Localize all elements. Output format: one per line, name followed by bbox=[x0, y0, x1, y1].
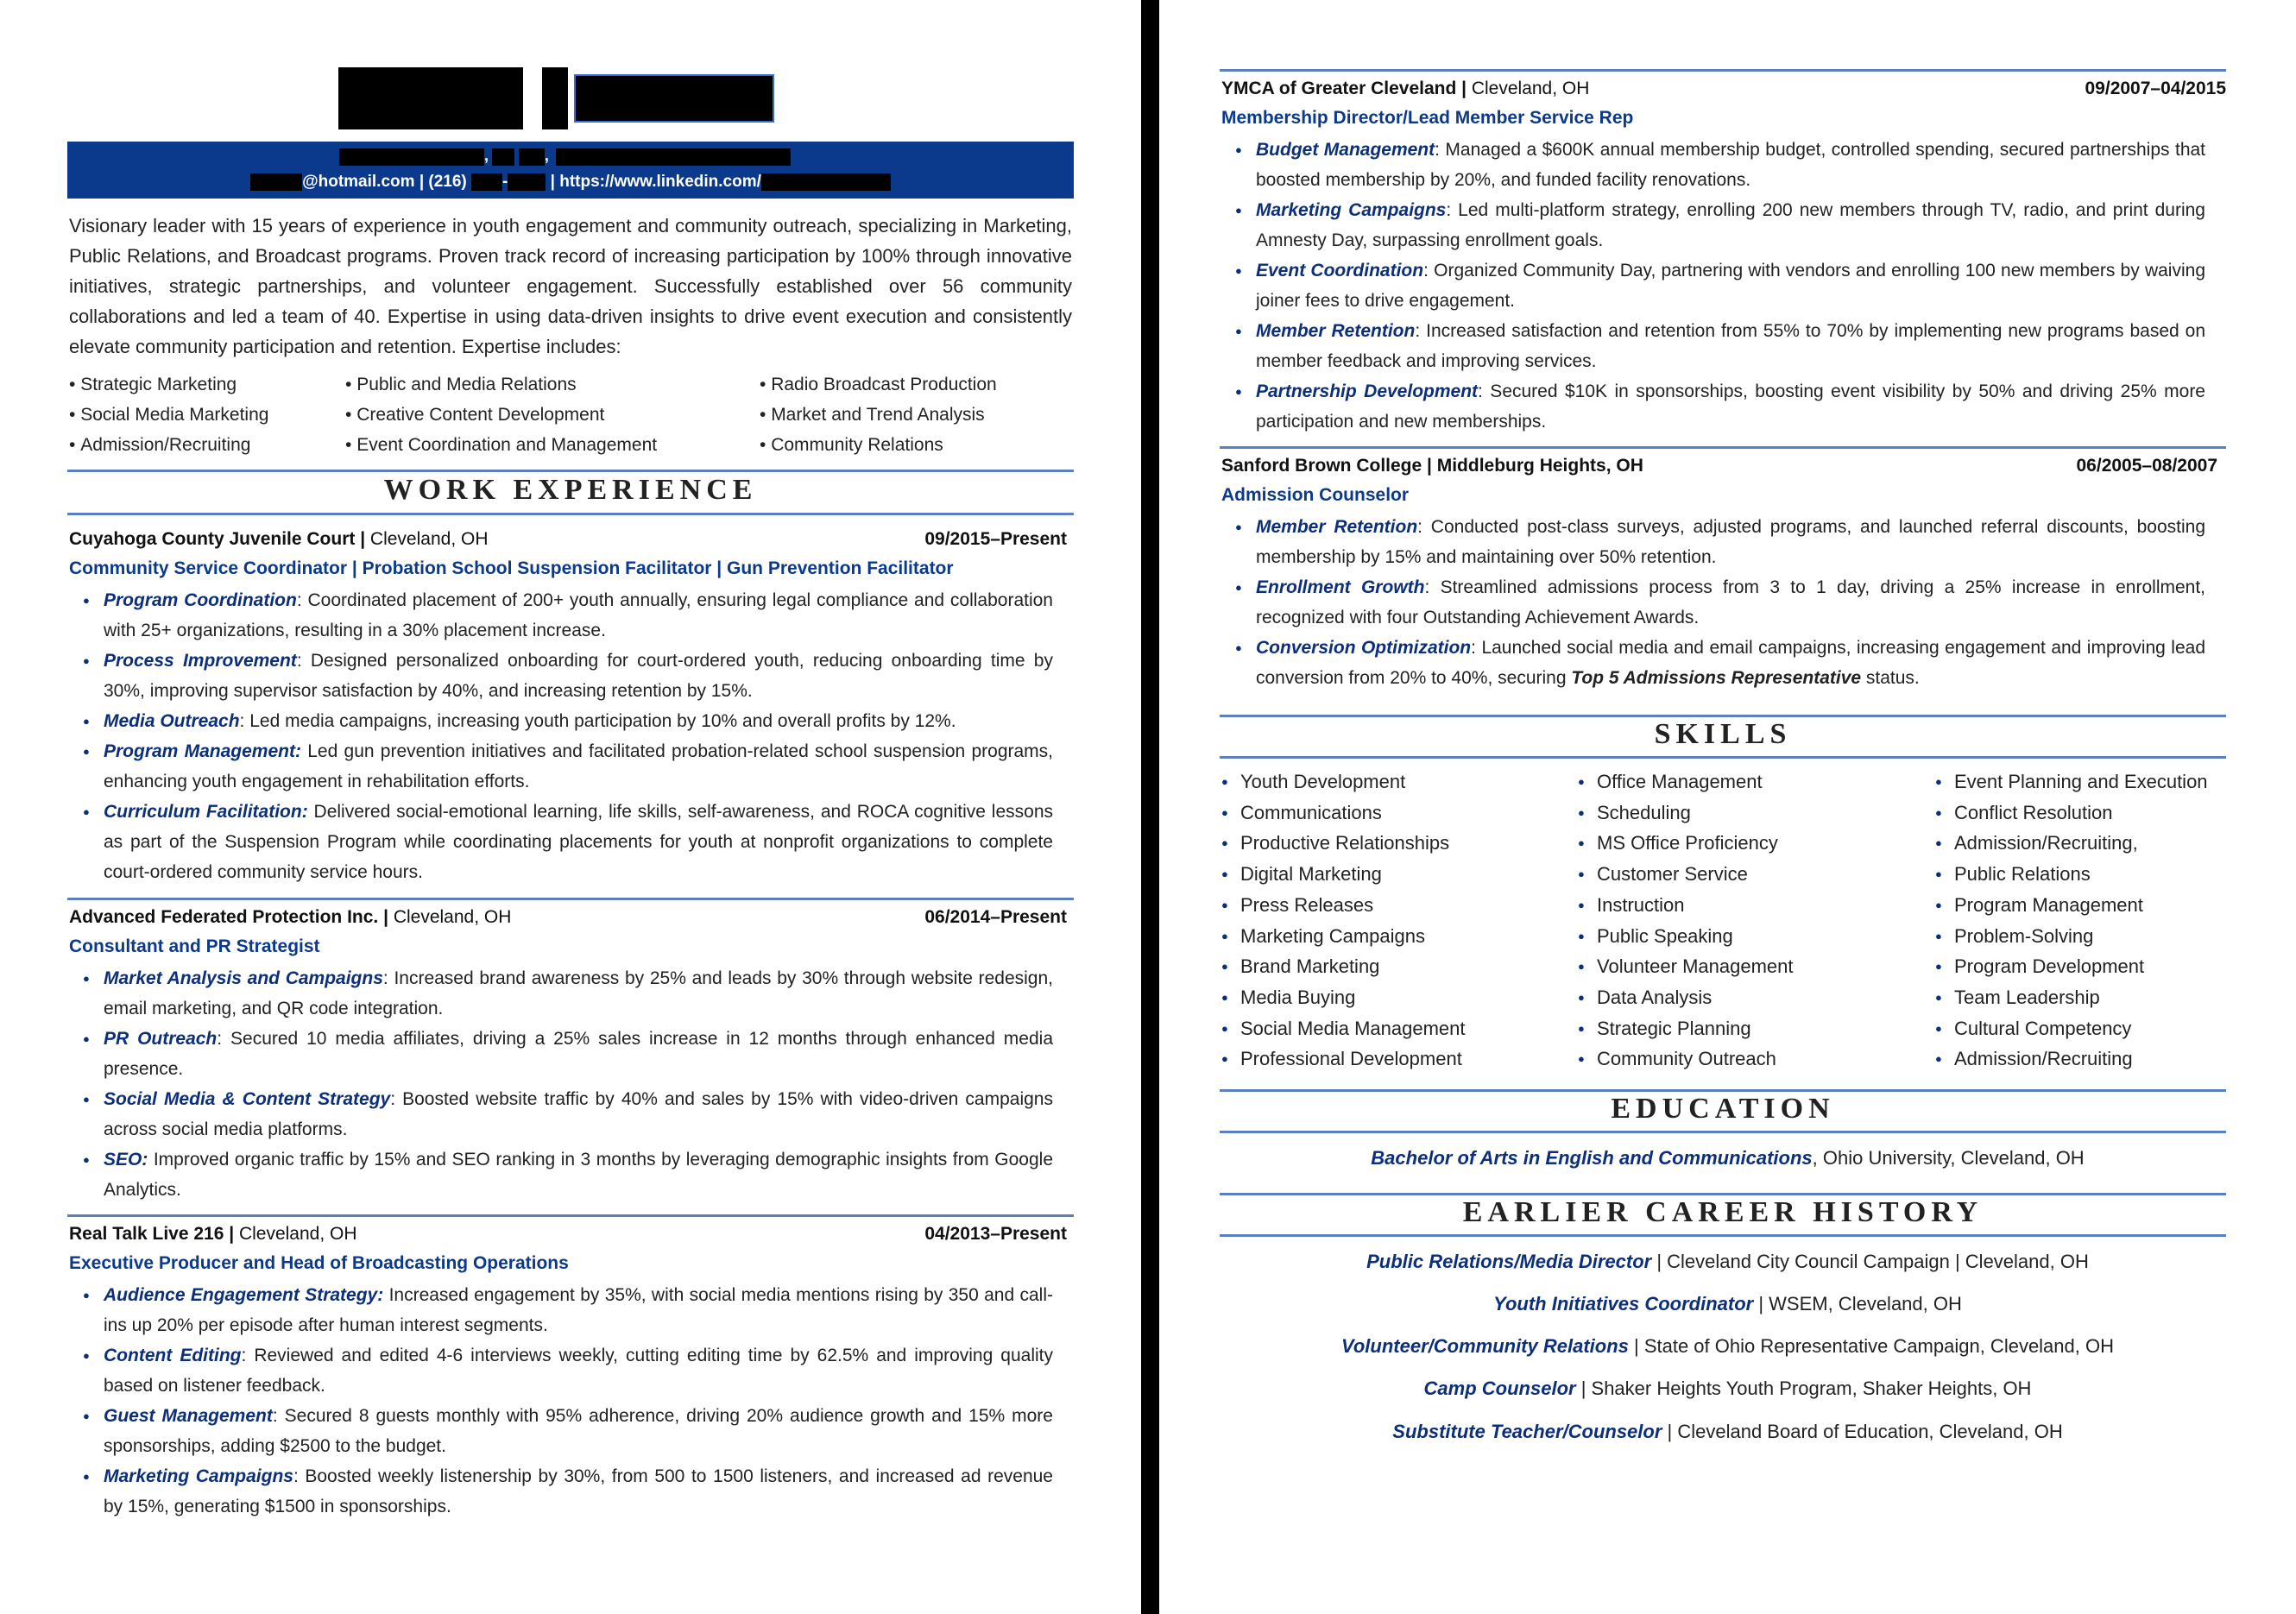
job-title: Admission Counselor bbox=[1221, 485, 1410, 505]
expertise-item: • Event Coordination and Management bbox=[345, 430, 657, 460]
bullet-item: ● Process Improvement: Designed personalized onboarding for court-ordered youth, reducing onboarding time by 30%, improving supervisor satisfaction by 40%, and increasing retention by 15%. bbox=[69, 646, 1053, 706]
skill-item: ● Event Planning and Execution bbox=[1935, 766, 2208, 798]
email-text: @hotmail.com bbox=[302, 173, 415, 191]
divider bbox=[67, 1214, 1074, 1217]
divider bbox=[1220, 1089, 2226, 1092]
skill-item: ● Volunteer Management bbox=[1578, 951, 1794, 982]
skill-item: ● Scheduling bbox=[1578, 798, 1794, 829]
earlier-career-item: Volunteer/Community Relations | State of Ohio Representative Campaign, Cleveland, OH bbox=[1340, 1335, 2114, 1357]
expertise-item: • Market and Trend Analysis bbox=[760, 400, 997, 430]
divider bbox=[67, 470, 1074, 472]
skill-item: ● Professional Development bbox=[1221, 1043, 1465, 1075]
divider bbox=[67, 898, 1074, 900]
skill-item: ● Admission/Recruiting, bbox=[1935, 828, 2208, 859]
bullet-item: ● Member Retention: Increased satisfaction and retention from 55% to 70% by implementing new programs based on member feedback and improving services. bbox=[1221, 316, 2205, 376]
skill-item: ● Social Media Management bbox=[1221, 1013, 1465, 1044]
bullet-item: ● Member Retention: Conducted post-class surveys, adjusted programs, and launched referral discounts, boosting membership by 15% and maintaining over 50% retention. bbox=[1221, 512, 2205, 572]
linkedin-url[interactable]: | https://www.linkedin.com/ bbox=[550, 173, 761, 191]
job-bullets bbox=[1221, 512, 2205, 693]
bullet-item: ● Program Coordination: Coordinated placement of 200+ youth annually, ensuring legal compliance and collaboration with 25+ organizations, resulting in a 30% placement increase. bbox=[69, 585, 1053, 646]
divider bbox=[1220, 446, 2226, 449]
bullet-item: ● Marketing Campaigns: Led multi-platform strategy, enrolling 200 new members through TV, radio, and print during Amnesty Day, surpassing enrollment goals. bbox=[1221, 195, 2205, 255]
divider bbox=[1220, 1131, 2226, 1133]
section-title-skills: SKILLS bbox=[1654, 718, 1792, 750]
bullet-item: ● Partnership Development: Secured $10K in sponsorships, boosting event visibility by 50% and driving 25% more participation and new memberships. bbox=[1221, 376, 2205, 437]
skills-column-2 bbox=[1578, 766, 1794, 1075]
divider bbox=[1220, 1193, 2226, 1195]
bullet-item: ● Enrollment Growth: Streamlined admissions process from 3 to 1 day, driving a 25% increase in enrollment, recognized with four Outstanding Achievement Awards. bbox=[1221, 572, 2205, 633]
expertise-item: • Radio Broadcast Production bbox=[760, 369, 997, 400]
expertise-item: • Strategic Marketing bbox=[69, 369, 268, 400]
job-dates: 06/2014–Present bbox=[924, 907, 1067, 927]
expertise-item: • Creative Content Development bbox=[345, 400, 657, 430]
skill-item: ● Problem-Solving bbox=[1935, 921, 2208, 952]
skill-item: ● Press Releases bbox=[1221, 890, 1465, 921]
redacted-address: , , bbox=[339, 147, 791, 166]
contact-banner bbox=[67, 142, 1074, 199]
divider bbox=[1220, 1234, 2226, 1237]
bullet-item: ● Conversion Optimization: Launched social media and email campaigns, increasing engagement and improving lead conversion from 20% to 40%, securing Top 5 Admissions Representative status. bbox=[1221, 633, 2205, 693]
earlier-career-item: Substitute Teacher/Counselor | Cleveland Board of Education, Cleveland, OH bbox=[1392, 1421, 2063, 1442]
job-org-ymca: YMCA of Greater Cleveland | Cleveland, OH bbox=[1221, 79, 1590, 98]
skill-item: ● Program Development bbox=[1935, 951, 2208, 982]
skill-item: ● Brand Marketing bbox=[1221, 951, 1465, 982]
phone-prefix: | (216) bbox=[419, 173, 467, 191]
job-org-advanced-federated: Advanced Federated Protection Inc. | Cleveland, OH bbox=[69, 907, 512, 927]
section-title-work-experience: WORK EXPERIENCE bbox=[383, 474, 758, 506]
resume-page-2 bbox=[1159, 0, 2296, 1614]
job-bullets bbox=[69, 585, 1053, 887]
job-title: Executive Producer and Head of Broadcasting Operations bbox=[69, 1253, 569, 1273]
skill-item: ● Youth Development bbox=[1221, 766, 1465, 798]
job-title: Membership Director/Lead Member Service Rep bbox=[1221, 108, 1634, 128]
divider bbox=[1220, 715, 2226, 717]
divider bbox=[67, 513, 1074, 515]
earlier-career-item: Camp Counselor | Shaker Heights Youth Program, Shaker Heights, OH bbox=[1423, 1378, 2032, 1399]
job-bullets bbox=[69, 1280, 1053, 1522]
job-dates: 06/2005–08/2007 bbox=[2076, 456, 2217, 476]
expertise-item: • Public and Media Relations bbox=[345, 369, 657, 400]
skills-column-1 bbox=[1221, 766, 1465, 1075]
job-title: Community Service Coordinator | Probation School Suspension Facilitator | Gun Prevention Facilitator bbox=[69, 558, 954, 578]
resume-page-1 bbox=[0, 0, 1141, 1614]
job-bullets bbox=[1221, 135, 2205, 437]
skill-item: ● Media Buying bbox=[1221, 982, 1465, 1013]
skill-item: ● Marketing Campaigns bbox=[1221, 921, 1465, 952]
skill-item: ● Data Analysis bbox=[1578, 982, 1794, 1013]
skill-item: ● Community Outreach bbox=[1578, 1043, 1794, 1075]
expertise-column-1 bbox=[69, 369, 268, 460]
bullet-item: ● Event Coordination: Organized Community Day, partnering with vendors and enrolling 100 new members by waiving joiner fees to drive engagement. bbox=[1221, 255, 2205, 316]
bullet-item: ● Budget Management: Managed a $600K annual membership budget, controlled spending, secured partnerships that boosted membership by 20%, and funded facility renovations. bbox=[1221, 135, 2205, 195]
earlier-career-item: Youth Initiatives Coordinator | WSEM, Cleveland, OH bbox=[1493, 1293, 1962, 1315]
section-title-education: EDUCATION bbox=[1611, 1093, 1835, 1125]
job-dates: 09/2015–Present bbox=[924, 529, 1067, 549]
skill-item: ● Program Management bbox=[1935, 890, 2208, 921]
skill-item: ● Public Speaking bbox=[1578, 921, 1794, 952]
bullet-item: ● PR Outreach: Secured 10 media affiliates, driving a 25% sales increase in 12 months through enhanced media presence. bbox=[69, 1024, 1053, 1084]
job-bullets bbox=[69, 963, 1053, 1205]
bullet-item: ● Program Management: Led gun prevention initiatives and facilitated probation-related school suspension programs, enhancing youth engagement in rehabilitation efforts. bbox=[69, 736, 1053, 797]
skill-item: ● Cultural Competency bbox=[1935, 1013, 2208, 1044]
skill-item: ● Admission/Recruiting bbox=[1935, 1043, 2208, 1075]
job-org-sanford-brown: Sanford Brown College | Middleburg Heights, OH bbox=[1221, 456, 1643, 476]
job-title: Consultant and PR Strategist bbox=[69, 936, 320, 956]
skill-item: ● Instruction bbox=[1578, 890, 1794, 921]
bullet-item: ● Social Media & Content Strategy: Boosted website traffic by 40% and sales by 15% with video-driven campaigns across social media platforms. bbox=[69, 1084, 1053, 1144]
education-entry: Bachelor of Arts in English and Communications, Ohio University, Cleveland, OH bbox=[1371, 1147, 2085, 1169]
divider bbox=[1220, 69, 2226, 72]
skill-item: ● Customer Service bbox=[1578, 859, 1794, 890]
skill-item: ● Digital Marketing bbox=[1221, 859, 1465, 890]
redacted-name bbox=[338, 67, 774, 129]
skill-item: ● Strategic Planning bbox=[1578, 1013, 1794, 1044]
skill-item: ● Conflict Resolution bbox=[1935, 798, 2208, 829]
skill-item: ● Productive Relationships bbox=[1221, 828, 1465, 859]
skill-item: ● Office Management bbox=[1578, 766, 1794, 798]
bullet-item: ● Content Editing: Reviewed and edited 4-6 interviews weekly, cutting editing time by 62.5% and improving quality based on listener feedback. bbox=[69, 1340, 1053, 1401]
job-dates: 04/2013–Present bbox=[924, 1224, 1067, 1244]
job-org-cuyahoga: Cuyahoga County Juvenile Court | Cleveland, OH bbox=[69, 529, 489, 549]
bullet-item: ● Media Outreach: Led media campaigns, increasing youth participation by 10% and overall profits by 12%. bbox=[69, 706, 1053, 736]
bullet-item: ● SEO: Improved organic traffic by 15% and SEO ranking in 3 months by leveraging demographic insights from Google Analytics. bbox=[69, 1144, 1053, 1205]
divider bbox=[1220, 756, 2226, 759]
bullet-item: ● Guest Management: Secured 8 guests monthly with 95% adherence, driving 20% audience growth and 15% more sponsorships, adding $2500 to the budget. bbox=[69, 1401, 1053, 1461]
bullet-item: ● Curriculum Facilitation: Delivered social-emotional learning, life skills, self-awareness, and ROCA cognitive lessons as part of the Suspension Program while coordinating placements for youth at nonprofit organizations to complete court-ordered community service hours. bbox=[69, 797, 1053, 887]
bullet-item: ● Audience Engagement Strategy: Increased engagement by 35%, with social media mentions rising by 350 and call-ins up 20% per episode after human interest segments. bbox=[69, 1280, 1053, 1340]
contact-line: @hotmail.com | (216) - | https://www.linkedin.com/ bbox=[67, 169, 1074, 195]
skill-item: ● Communications bbox=[1221, 798, 1465, 829]
job-dates: 09/2007–04/2015 bbox=[2085, 79, 2226, 98]
bullet-item: ● Market Analysis and Campaigns: Increased brand awareness by 25% and leads by 30% through website redesign, email marketing, and QR code integration. bbox=[69, 963, 1053, 1024]
expertise-column-3 bbox=[760, 369, 997, 460]
section-title-earlier-career-history: EARLIER CAREER HISTORY bbox=[1462, 1196, 1984, 1228]
professional-summary: Visionary leader with 15 years of experience in youth engagement and community outreach, specializing in Marketing, Public Relations, and Broadcast programs. Proven track record of increasing participation by 100% through innovative initiatives, strategic partnerships, and volunteer engagement. Successfully established over 56 community collaborations and led a team of 40. Expertise in using data-driven insights to drive event execution and consistently elevate community participation and retention. Expertise includes: bbox=[69, 215, 1072, 357]
job-org-real-talk-live: Real Talk Live 216 | Cleveland, OH bbox=[69, 1224, 357, 1244]
earlier-career-item: Public Relations/Media Director | Cleveland City Council Campaign | Cleveland, OH bbox=[1366, 1251, 2089, 1272]
expertise-item: • Social Media Marketing bbox=[69, 400, 268, 430]
expertise-column-2 bbox=[345, 369, 657, 460]
skill-item: ● MS Office Proficiency bbox=[1578, 828, 1794, 859]
skill-item: ● Team Leadership bbox=[1935, 982, 2208, 1013]
expertise-item: • Admission/Recruiting bbox=[69, 430, 268, 460]
expertise-item: • Community Relations bbox=[760, 430, 997, 460]
skill-item: ● Public Relations bbox=[1935, 859, 2208, 890]
skills-column-3 bbox=[1935, 766, 2208, 1075]
bullet-item: ● Marketing Campaigns: Boosted weekly listenership by 30%, from 500 to 1500 listeners, and increased ad revenue by 15%, generating $1500 in sponsorships. bbox=[69, 1461, 1053, 1522]
